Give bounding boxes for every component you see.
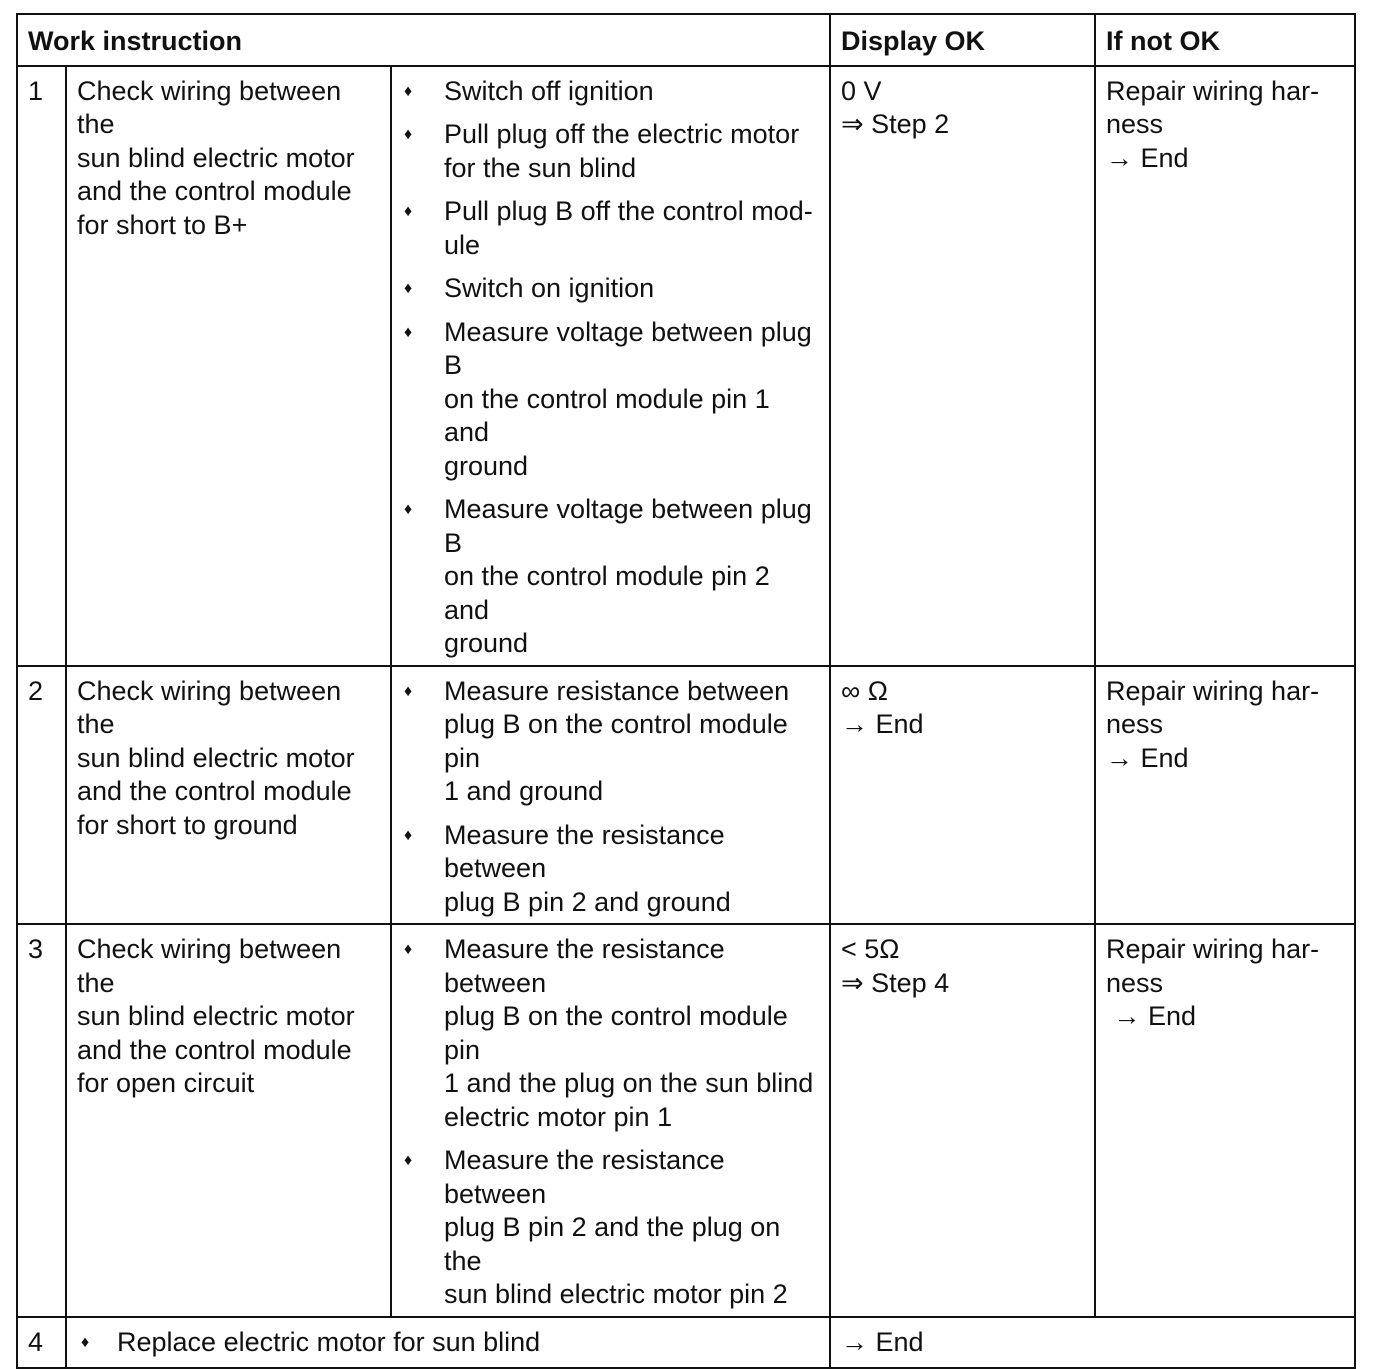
task-line: sun blind electric motor (77, 742, 355, 773)
step-line: plug B on the control module pin (444, 1001, 788, 1065)
step-line: plug B pin 2 and ground (444, 886, 731, 917)
table-row (17, 666, 1355, 925)
if-not-ok-line: → End (1106, 1001, 1197, 1031)
display-ok-next: ⇒ Step 2 (841, 109, 950, 139)
diamond-bullet-icon: ♦ (404, 82, 413, 100)
diamond-bullet-icon: ♦ (404, 203, 413, 220)
diamond-bullet-icon: ♦ (404, 280, 413, 297)
step-number: 1 (17, 66, 66, 666)
task-description (66, 66, 391, 666)
diamond-bullet-icon: ♦ (81, 1333, 90, 1351)
task-line: and the control module (77, 176, 352, 206)
task-description (66, 924, 391, 1317)
header-work-instruction: Work instruction (17, 14, 830, 66)
work-instruction-table (16, 13, 1356, 1369)
step-line: Measure voltage between plug B (444, 494, 812, 558)
header-display-ok: Display OK (830, 14, 1095, 66)
step-line: Replace electric motor for sun blind (117, 1326, 541, 1357)
task-line: Check wiring between the (77, 675, 342, 739)
procedure-steps (66, 1317, 830, 1368)
diamond-bullet-icon: ♦ (404, 323, 413, 341)
if-not-ok-line: → End (1106, 742, 1189, 773)
procedure-step (402, 75, 819, 109)
display-ok-cell: → End (830, 1317, 1355, 1368)
step-number: 2 (17, 666, 66, 925)
step-line: sun blind electric motor pin 2 (444, 1279, 788, 1309)
diamond-bullet-icon: ♦ (404, 682, 413, 700)
task-line: for open circuit (77, 1068, 255, 1098)
task-line: and the control module (77, 1034, 352, 1065)
display-ok-cell (830, 66, 1095, 666)
table-row (17, 1317, 1355, 1368)
step-number: 3 (17, 924, 66, 1317)
task-description (66, 666, 391, 925)
task-line: for short to B+ (77, 209, 248, 240)
if-not-ok-line: → End (1106, 142, 1189, 173)
step-line: Measure the resistance between (444, 1145, 725, 1209)
diamond-bullet-icon: ♦ (404, 501, 413, 518)
display-ok-value: < 5Ω (841, 934, 900, 964)
step-line: plug B pin 2 and the plug on the (444, 1212, 781, 1276)
procedure-step (402, 118, 819, 185)
header-if-not-ok: If not OK (1095, 14, 1355, 66)
if-not-ok-line: ness (1106, 709, 1164, 739)
procedure-step (402, 272, 819, 306)
step-line: for the sun blind (444, 152, 637, 183)
if-not-ok-cell (1095, 666, 1355, 925)
step-line: Pull plug off the electric motor (444, 119, 800, 149)
if-not-ok-cell (1095, 924, 1355, 1317)
header-row (17, 14, 1355, 66)
step-line: Measure resistance between (444, 675, 790, 706)
display-ok-next: ⇒ Step 4 (841, 967, 950, 998)
if-not-ok-line: ness (1106, 109, 1164, 139)
step-line: ule (444, 229, 481, 260)
if-not-ok-line: Repair wiring har- (1106, 934, 1320, 964)
procedure-step (402, 493, 819, 661)
step-number: 4 (17, 1317, 66, 1368)
step-line: electric motor pin 1 (444, 1101, 673, 1132)
diamond-bullet-icon: ♦ (404, 1152, 413, 1169)
step-line: ground (444, 628, 529, 658)
procedure-step (402, 933, 819, 1134)
step-line: plug B on the control module pin (444, 709, 788, 773)
procedure-steps (391, 66, 830, 666)
task-line: for short to ground (77, 809, 298, 840)
display-ok-cell (830, 666, 1095, 925)
procedure-step (402, 675, 819, 809)
diamond-bullet-icon: ♦ (404, 126, 413, 143)
diamond-bullet-icon: ♦ (404, 826, 413, 844)
task-line: Check wiring between the (77, 934, 342, 998)
step-line: Measure the resistance between (444, 934, 725, 998)
if-not-ok-line: ness (1106, 967, 1164, 998)
if-not-ok-line: Repair wiring har- (1106, 675, 1320, 706)
diamond-bullet-icon: ♦ (404, 941, 413, 958)
if-not-ok-cell (1095, 66, 1355, 666)
procedure-step (402, 1144, 819, 1312)
display-ok-value: ∞ Ω (841, 675, 888, 706)
table-row (17, 66, 1355, 666)
display-ok-value: 0 V (841, 75, 882, 106)
if-not-ok-line: Repair wiring har- (1106, 75, 1320, 106)
step-line: 1 and ground (444, 776, 604, 806)
step-line: Measure voltage between plug B (444, 316, 812, 380)
step-line: on the control module pin 2 and (444, 561, 770, 625)
step-line: Switch on ignition (444, 273, 655, 303)
step-line: on the control module pin 1 and (444, 383, 770, 447)
step-line: 1 and the plug on the sun blind (444, 1068, 814, 1098)
task-line: sun blind electric motor (77, 142, 355, 173)
display-ok-next: → End (841, 709, 924, 739)
table-row (17, 924, 1355, 1317)
procedure-steps (391, 924, 830, 1317)
step-line: ground (444, 450, 529, 481)
procedure-step (402, 195, 819, 262)
step-line: Switch off ignition (444, 75, 654, 106)
display-ok-cell (830, 924, 1095, 1317)
procedure-step (402, 316, 819, 484)
task-line: and the control module (77, 776, 352, 806)
task-line: Check wiring between the (77, 75, 342, 139)
procedure-steps (391, 666, 830, 925)
task-line: sun blind electric motor (77, 1001, 355, 1031)
procedure-step (402, 819, 819, 920)
step-line: Measure the resistance between (444, 819, 725, 883)
step-line: Pull plug B off the control mod- (444, 196, 813, 226)
procedure-step (77, 1326, 819, 1360)
